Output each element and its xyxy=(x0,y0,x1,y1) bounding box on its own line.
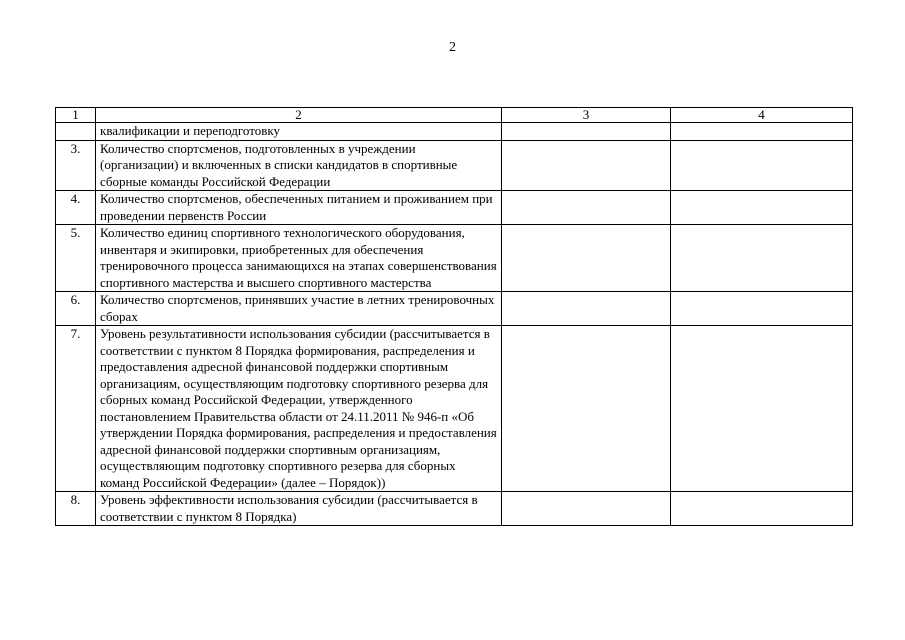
row-cell-3 xyxy=(502,225,671,292)
page-number: 2 xyxy=(449,40,456,55)
row-number: 8. xyxy=(56,492,96,526)
row-number: 5. xyxy=(56,225,96,292)
row-description: Уровень эффективности использования субсидии (рассчитывается в соответствии с пунктом 8 Порядка) xyxy=(96,492,502,526)
table-row xyxy=(56,326,853,492)
table-row xyxy=(56,191,853,225)
row-number: 3. xyxy=(56,140,96,191)
row-cell-3 xyxy=(502,123,671,141)
row-cell-3 xyxy=(502,292,671,326)
row-cell-4 xyxy=(671,225,853,292)
indicators-table xyxy=(55,107,853,526)
row-cell-4 xyxy=(671,191,853,225)
header-cell-3: 3 xyxy=(502,108,671,123)
table-row xyxy=(56,225,853,292)
row-number: 4. xyxy=(56,191,96,225)
row-cell-4 xyxy=(671,492,853,526)
table-row xyxy=(56,140,853,191)
row-cell-3 xyxy=(502,492,671,526)
row-description: Количество спортсменов, подготовленных в учреждении (организации) и включенных в списки кандидатов в спортивные сборные команды Российской Федерации xyxy=(96,140,502,191)
row-number xyxy=(56,123,96,141)
row-description: Количество спортсменов, обеспеченных питанием и проживанием при проведении первенств России xyxy=(96,191,502,225)
row-cell-3 xyxy=(502,326,671,492)
table-header-row xyxy=(56,108,853,123)
table-row xyxy=(56,123,853,141)
row-cell-3 xyxy=(502,140,671,191)
row-cell-4 xyxy=(671,326,853,492)
row-description: Количество спортсменов, принявших участие в летних тренировочных сборах xyxy=(96,292,502,326)
table-row xyxy=(56,292,853,326)
row-cell-4 xyxy=(671,292,853,326)
header-cell-4: 4 xyxy=(671,108,853,123)
header-cell-1: 1 xyxy=(56,108,96,123)
row-number: 7. xyxy=(56,326,96,492)
row-description: Количество единиц спортивного технологического оборудования, инвентаря и экипировки, приобретенных для обеспечения тренировочного процесса занимающихся на этапах совершенствования спортивного мастерства и высшего спортивного мастерства xyxy=(96,225,502,292)
row-cell-4 xyxy=(671,123,853,141)
row-cell-4 xyxy=(671,140,853,191)
header-cell-2: 2 xyxy=(96,108,502,123)
row-description: Уровень результативности использования субсидии (рассчитывается в соответствии с пунктом 8 Порядка формирования, распределения и предоставления адресной финансовой поддержки спортивным организациям, осуществляющим подготовку спортивного резерва для сборных команд Российской Федерации, утвержденного постановлением Правительства области от 24.11.2011 № 946-п «Об утверждении Порядка формирования, распределения и предоставления адресной финансовой поддержки спортивным организациям, осуществляющим подготовку спортивного резерва для сборных команд Российской Федерации» (далее – Порядок)) xyxy=(96,326,502,492)
row-cell-3 xyxy=(502,191,671,225)
row-number: 6. xyxy=(56,292,96,326)
row-description: квалификации и переподготовку xyxy=(96,123,502,141)
table-row xyxy=(56,492,853,526)
